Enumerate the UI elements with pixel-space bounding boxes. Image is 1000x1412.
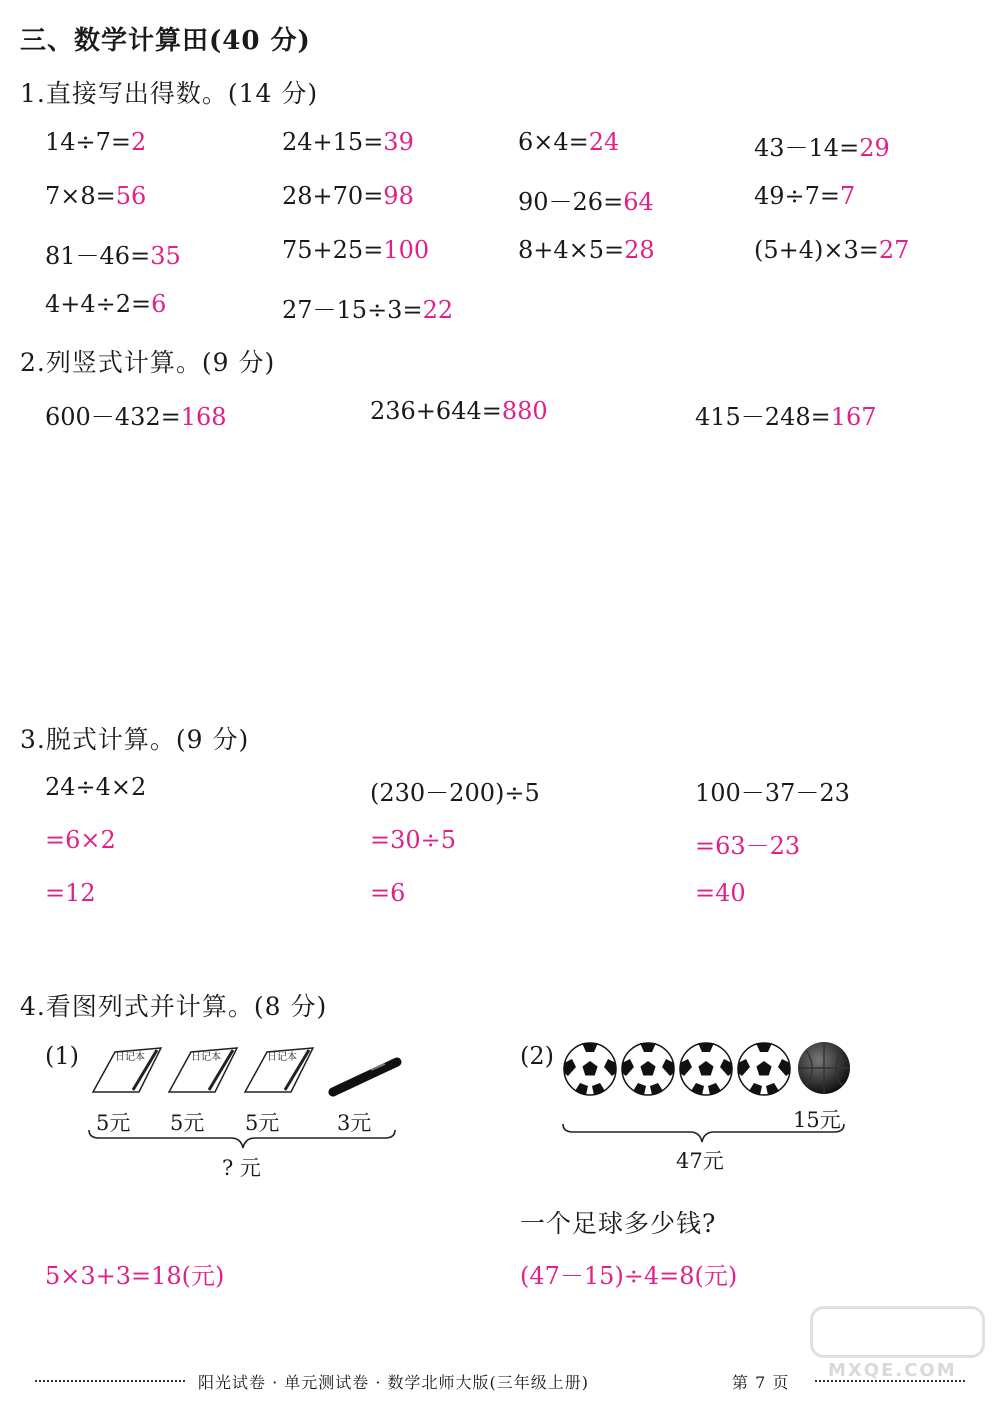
footer-divider xyxy=(35,1380,185,1382)
q3-step: =12 xyxy=(45,879,96,907)
q3-expression: 100－37－23 xyxy=(695,779,850,807)
brace xyxy=(85,1128,405,1152)
q1-item: 75+25=100 xyxy=(282,236,430,264)
q1-item: (5+4)×3=27 xyxy=(754,236,910,264)
q2-item: 600－432=168 xyxy=(45,403,227,431)
q1-item: 14÷7=2 xyxy=(45,128,147,156)
total-label: ? 元 xyxy=(222,1156,261,1180)
price-label: 5元 xyxy=(170,1111,205,1135)
watermark-text: MXQE.COM xyxy=(828,1360,957,1381)
q1-item: 81－46=35 xyxy=(45,242,181,270)
soccer-ball-icon xyxy=(622,1043,674,1095)
notebook-label: 日记本 xyxy=(115,1052,145,1063)
ball-price-label: 15元 xyxy=(793,1108,841,1132)
price-label: 5元 xyxy=(96,1111,131,1135)
q3-step: =6 xyxy=(370,879,406,907)
q2-title: 2.列竖式计算。(9 分) xyxy=(20,348,276,377)
q4-part1-figure xyxy=(85,1040,405,1110)
q1-item: 43－14=29 xyxy=(754,134,890,162)
q1-item: 24+15=39 xyxy=(282,128,414,156)
q3-title: 3.脱式计算。(9 分) xyxy=(20,725,250,754)
q1-item: 27－15÷3=22 xyxy=(282,296,454,324)
notebook-icon xyxy=(169,1048,237,1092)
q1-item: 90－26=64 xyxy=(518,188,654,216)
q2-item: 236+644=880 xyxy=(370,397,548,425)
soccer-ball-icon xyxy=(738,1043,790,1095)
q4-part1-answer: 5×3+3=18(元) xyxy=(45,1262,225,1290)
q3-step: =63－23 xyxy=(695,832,801,860)
q4-part2-figure xyxy=(560,1040,855,1098)
q1-item: 7×8=56 xyxy=(45,182,147,210)
soccer-ball-icon xyxy=(564,1043,616,1095)
q4-part2-number: (2) xyxy=(520,1042,554,1070)
q1-item: 49÷7=7 xyxy=(754,182,856,210)
q3-expression: (230－200)÷5 xyxy=(370,779,540,807)
notebook-label: 日记本 xyxy=(267,1052,297,1063)
q1-item: 6×4=24 xyxy=(518,128,620,156)
q4-part2-answer: (47－15)÷4=8(元) xyxy=(520,1262,738,1290)
q4-part1-number: (1) xyxy=(45,1042,79,1070)
notebook-icon xyxy=(245,1048,313,1092)
q3-step: =6×2 xyxy=(45,826,116,854)
basketball-icon xyxy=(798,1042,850,1094)
q4-title: 4.看图列式并计算。(8 分) xyxy=(20,992,328,1021)
section-title: 三、数学计算田(40 分) xyxy=(20,26,311,56)
brace xyxy=(560,1122,850,1146)
q1-item: 8+4×5=28 xyxy=(518,236,655,264)
q1-item: 28+70=98 xyxy=(282,182,414,210)
soccer-ball-icon xyxy=(680,1043,732,1095)
q3-expression: 24÷4×2 xyxy=(45,773,147,801)
total-label: 47元 xyxy=(676,1149,724,1173)
notebook-label: 日记本 xyxy=(191,1052,221,1063)
q4-part2-question: 一个足球多少钱? xyxy=(520,1209,717,1238)
price-label: 3元 xyxy=(337,1111,372,1135)
q1-item: 4+4÷2=6 xyxy=(45,290,167,318)
watermark-logo xyxy=(810,1306,985,1381)
q1-title: 1.直接写出得数。(14 分) xyxy=(20,79,319,108)
footer-text: 阳光试卷 · 单元测试卷 · 数学北师大版(三年级上册) xyxy=(198,1373,590,1392)
q3-step: =30÷5 xyxy=(370,826,457,854)
notebook-icon xyxy=(93,1048,161,1092)
pen-icon xyxy=(329,1062,397,1094)
q2-item: 415－248=167 xyxy=(695,403,877,431)
q3-step: =40 xyxy=(695,879,746,907)
footer-page-number: 第 7 页 xyxy=(732,1373,790,1392)
price-label: 5元 xyxy=(245,1111,280,1135)
